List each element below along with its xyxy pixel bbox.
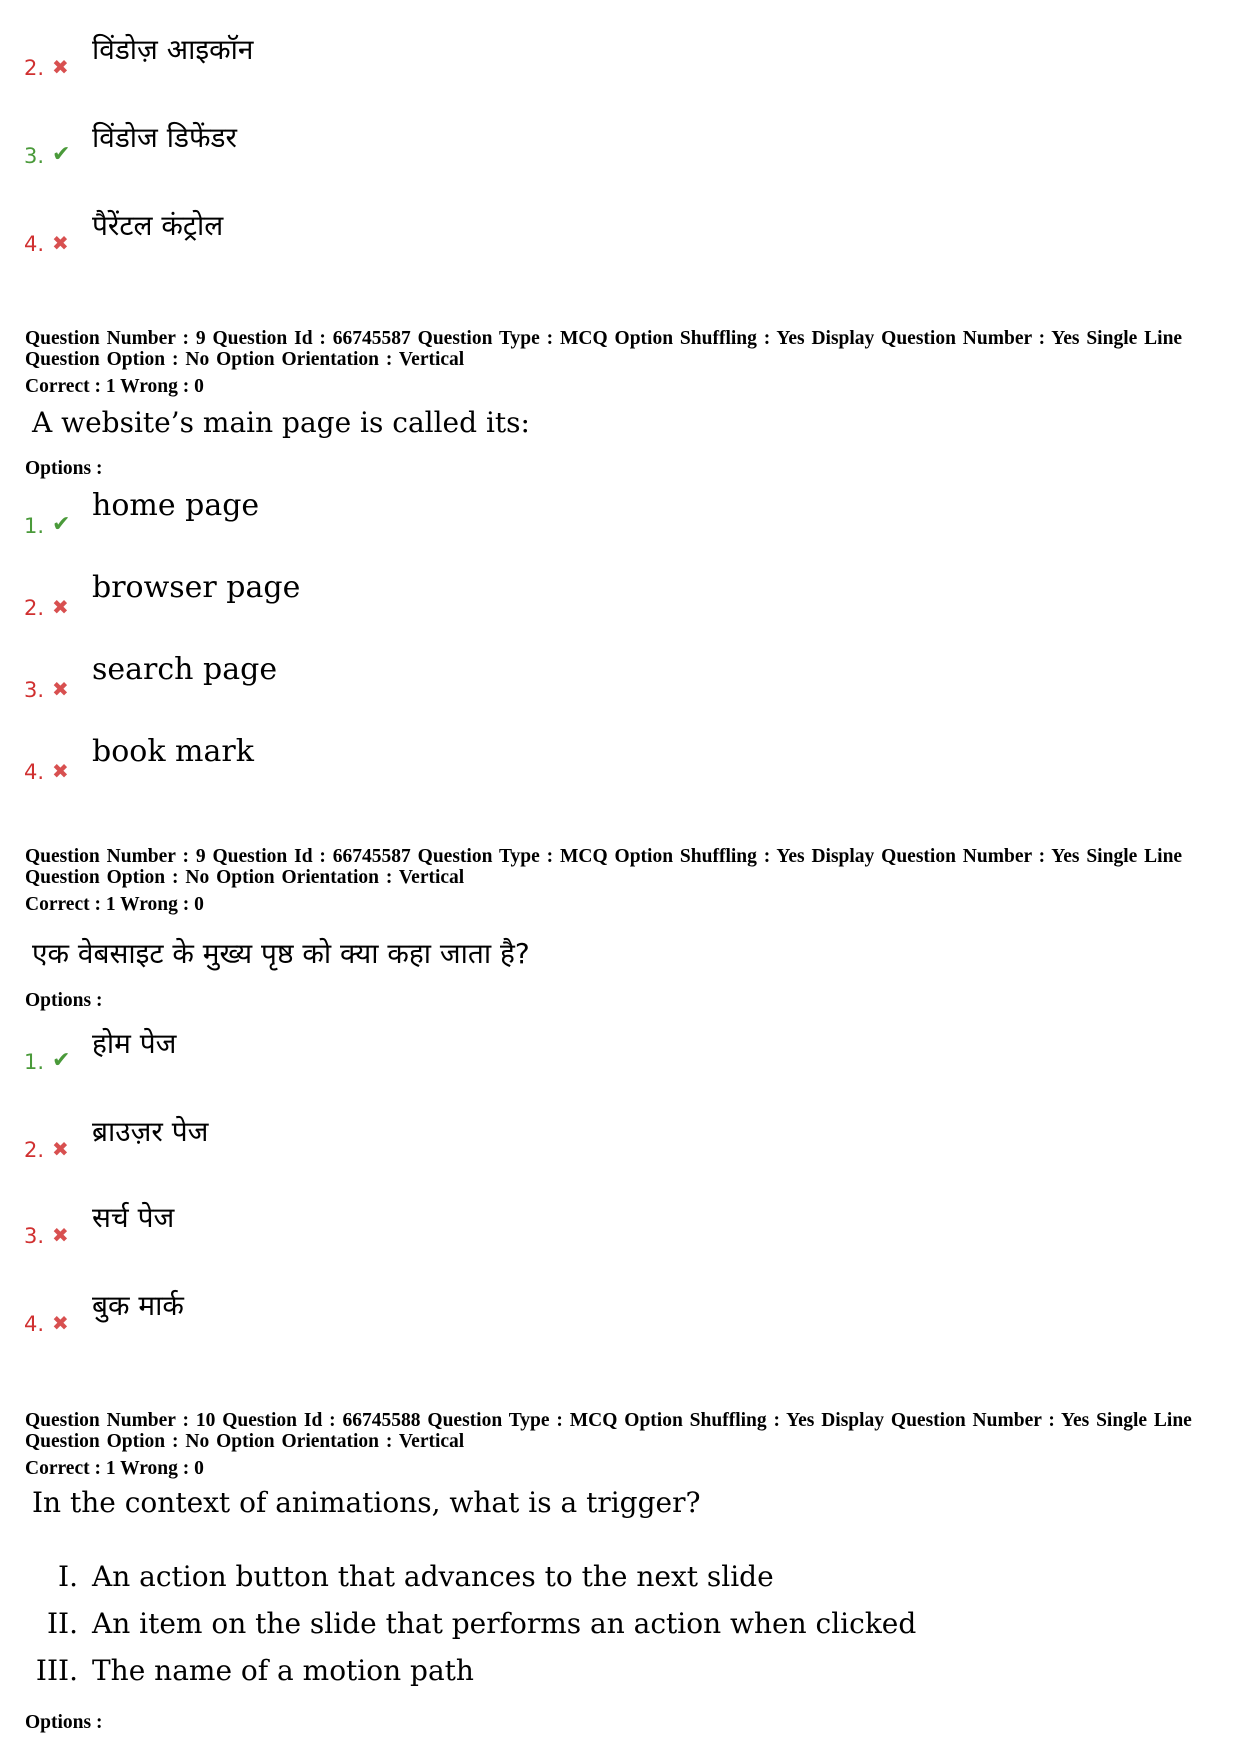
statement-text: An item on the slide that performs an action when clicked [92,1607,917,1640]
question-text: In the context of animations, what is a trigger? [32,1486,701,1519]
option-text: सर्च पेज [92,1201,175,1234]
question-meta: Question Number : 9 Question Id : 66745587 Question Type : MCQ Option Shuffling : Yes Display Question Number : Yes Single Line Question Option : No Option Orientation : Vertical [25,328,1183,370]
statement-text: The name of a motion path [92,1654,474,1687]
option-text: विंडोज़ आइकॉन [92,33,254,66]
option-text: होम पेज [92,1027,177,1060]
option-number: 2. [24,56,45,80]
options-label: Options : [25,1712,103,1733]
option-text: home page [92,488,260,523]
correct-check-icon: ✔ [52,1048,71,1073]
statement-numeral: III. [35,1654,78,1687]
option-number: 3. [24,678,45,702]
wrong-cross-icon: ✖ [52,1311,69,1335]
statement-text: An action button that advances to the next slide [92,1560,774,1593]
option-number: 2. [24,596,45,620]
option-text: ब्राउज़र पेज [92,1115,209,1148]
option-number: 4. [24,1312,45,1336]
option-text: search page [92,652,278,687]
wrong-cross-icon: ✖ [52,55,69,79]
option-text: विंडोज डिफेंडर [92,121,237,154]
option-number: 4. [24,760,45,784]
correct-check-icon: ✔ [52,512,71,537]
option-number: 2. [24,1138,45,1162]
question-text: A website’s main page is called its: [32,406,530,439]
wrong-cross-icon: ✖ [52,1137,69,1161]
score-info: Correct : 1 Wrong : 0 [25,894,204,915]
statement-item [22,1560,774,1593]
options-label: Options : [25,458,103,479]
statement-item [22,1607,916,1640]
options-label: Options : [25,990,103,1011]
question-meta: Question Number : 10 Question Id : 66745588 Question Type : MCQ Option Shuffling : Yes Display Question Number : Yes Single Line Question Option : No Option Orientation : Vertical [25,1410,1192,1452]
option-number: 4. [24,232,45,256]
statement-numeral: I. [58,1560,78,1593]
option-number: 1. [24,1050,45,1074]
question-meta: Question Number : 9 Question Id : 66745587 Question Type : MCQ Option Shuffling : Yes Display Question Number : Yes Single Line Question Option : No Option Orientation : Vertical [25,846,1183,888]
statement-item [22,1654,474,1687]
option-number: 1. [24,514,45,538]
option-text: बुक मार्क [92,1289,184,1322]
score-info: Correct : 1 Wrong : 0 [25,1458,204,1479]
option-number: 3. [24,1224,45,1248]
score-info: Correct : 1 Wrong : 0 [25,376,204,397]
statement-numeral: II. [46,1607,78,1640]
question-text: एक वेबसाइट के मुख्य पृष्ठ को क्या कहा जाता है? [32,937,530,970]
wrong-cross-icon: ✖ [52,677,69,701]
option-text: browser page [92,570,301,605]
option-text: book mark [92,734,254,769]
wrong-cross-icon: ✖ [52,1223,69,1247]
option-text: पैरेंटल कंट्रोल [92,209,224,242]
option-number: 3. [24,144,45,168]
correct-check-icon: ✔ [52,142,71,167]
wrong-cross-icon: ✖ [52,595,69,619]
wrong-cross-icon: ✖ [52,231,69,255]
wrong-cross-icon: ✖ [52,759,69,783]
